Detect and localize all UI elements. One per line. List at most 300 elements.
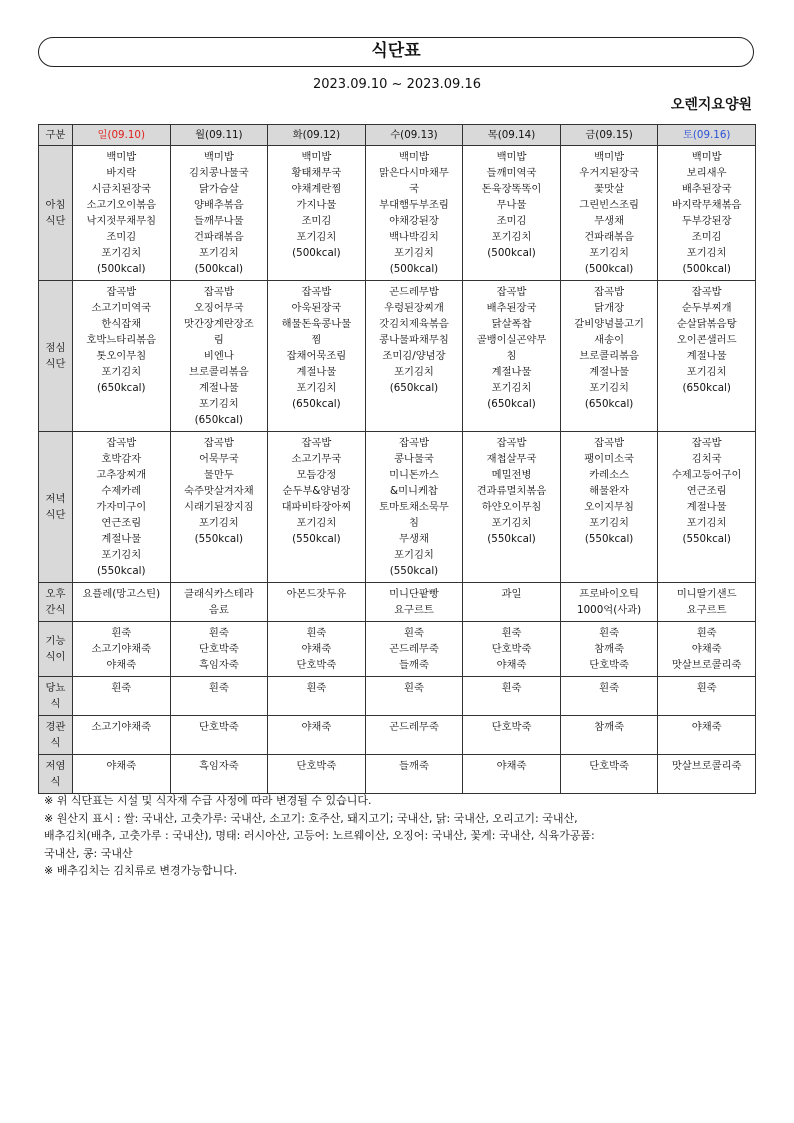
menu-item: 참깨죽 xyxy=(594,721,625,733)
menu-item: 림 xyxy=(213,334,224,346)
menu-item: 백미밥 xyxy=(399,151,429,163)
menu-item: (650kcal) xyxy=(682,382,731,394)
menu-item: 포기김치 xyxy=(394,247,434,259)
menu-item: 순살닭볶음탕 xyxy=(676,318,737,330)
menu-cell xyxy=(560,622,658,677)
menu-item: 흰죽 xyxy=(696,682,717,694)
menu-item: 야채죽 xyxy=(106,659,137,671)
menu-item: 팽이미소국 xyxy=(584,453,634,465)
menu-cell xyxy=(170,716,268,755)
menu-item: 단호박죽 xyxy=(296,760,337,772)
menu-row xyxy=(39,281,756,432)
menu-item: 야채죽 xyxy=(496,760,527,772)
meal-label xyxy=(39,677,73,716)
menu-item: 단호박죽 xyxy=(589,659,629,671)
menu-item: 단호박죽 xyxy=(198,643,239,655)
menu-cell xyxy=(73,146,171,281)
menu-item: 브로콜리볶음 xyxy=(579,350,639,362)
menu-item: 무나물 xyxy=(496,199,527,211)
menu-cell xyxy=(560,677,658,716)
menu-item: 흰죽 xyxy=(599,682,620,694)
menu-item: 침 xyxy=(408,517,419,529)
meal-label-line: 식단 xyxy=(45,509,66,521)
menu-item: 계절나물 xyxy=(101,533,142,545)
menu-row xyxy=(39,146,756,281)
menu-item: 계절나물 xyxy=(686,501,727,513)
menu-item: 김치콩나물국 xyxy=(189,167,249,179)
category-header: 구분 xyxy=(39,125,73,146)
menu-item: 오징어무국 xyxy=(193,302,244,314)
menu-item: 야채죽 xyxy=(301,721,332,733)
menu-item: (650kcal) xyxy=(584,398,634,410)
menu-item: 바지락무채볶음 xyxy=(671,199,742,211)
menu-item: 포기김치 xyxy=(198,517,239,529)
menu-item: (550kcal) xyxy=(584,533,634,545)
menu-item: &미니케찹 xyxy=(390,485,438,497)
menu-item: 순두부&양념장 xyxy=(282,485,351,497)
menu-item: 호박감자 xyxy=(101,453,142,465)
menu-cell xyxy=(73,281,171,432)
menu-item: 흰죽 xyxy=(599,627,620,639)
menu-item: 아몬드잣두유 xyxy=(286,588,347,600)
menu-item: 시래기된장지짐 xyxy=(184,501,254,513)
menu-item: 흰죽 xyxy=(404,682,424,694)
menu-item: 흰죽 xyxy=(501,627,522,639)
menu-item: 수제고등어구이 xyxy=(671,469,742,481)
menu-item: (500kcal) xyxy=(487,247,536,259)
menu-item: 과일 xyxy=(501,588,522,600)
menu-item: 들깨죽 xyxy=(399,760,429,772)
menu-item: (500kcal) xyxy=(292,247,341,259)
menu-item: (650kcal) xyxy=(292,398,341,410)
menu-item: 포기김치 xyxy=(491,382,532,394)
menu-item: 해물돈육콩나물 xyxy=(281,318,352,330)
menu-cell xyxy=(658,716,756,755)
menu-item: 소고기야채죽 xyxy=(91,643,152,655)
menu-item: 조미김 xyxy=(691,231,722,243)
menu-cell xyxy=(463,677,561,716)
menu-item: 모듬강정 xyxy=(296,469,337,481)
menu-item: (500kcal) xyxy=(389,263,439,275)
menu-row xyxy=(39,622,756,677)
menu-row xyxy=(39,677,756,716)
menu-item: 흰죽 xyxy=(404,627,424,639)
menu-item: 닭살폭찹 xyxy=(491,318,532,330)
menu-cell xyxy=(73,755,171,794)
menu-cell xyxy=(658,432,756,583)
menu-item: 계절나물 xyxy=(589,366,629,378)
menu-item: 건파래볶음 xyxy=(193,231,244,243)
menu-item: 계절나물 xyxy=(686,350,727,362)
menu-item: 단호박죽 xyxy=(589,760,629,772)
menu-item: 꽃맛살 xyxy=(594,183,625,195)
menu-item: 물만두 xyxy=(203,469,234,481)
menu-item: 프로바이오틱 xyxy=(579,588,639,600)
menu-cell xyxy=(463,146,561,281)
menu-item: 아욱된장국 xyxy=(291,302,342,314)
menu-item: 하얀오이무침 xyxy=(481,501,542,513)
menu-cell xyxy=(658,755,756,794)
menu-item: 그린빈스조림 xyxy=(579,199,639,211)
meal-label xyxy=(39,583,73,622)
menu-cell xyxy=(658,622,756,677)
menu-row xyxy=(39,432,756,583)
menu-item: 견과류멸치볶음 xyxy=(476,485,547,497)
menu-item: 맛살브로콜리죽 xyxy=(671,760,742,772)
menu-item: 잡곡밥 xyxy=(594,286,625,298)
menu-cell xyxy=(268,432,366,583)
menu-item: 잡곡밥 xyxy=(594,437,625,449)
menu-item: 황태채무국 xyxy=(291,167,342,179)
menu-item: 흰죽 xyxy=(208,682,229,694)
menu-item: 새송이 xyxy=(594,334,625,346)
menu-item: 부대햄두부조림 xyxy=(379,199,449,211)
meal-label xyxy=(39,281,73,432)
meal-label xyxy=(39,622,73,677)
menu-item: 백미밥 xyxy=(496,151,527,163)
menu-item: 소고기미역국 xyxy=(91,302,152,314)
menu-row xyxy=(39,716,756,755)
day-header: 일(09.10) xyxy=(73,125,171,146)
menu-item: 1000억(사과) xyxy=(577,604,642,616)
meal-label-line: 식 xyxy=(50,737,61,749)
menu-item: (500kcal) xyxy=(584,263,634,275)
meal-label xyxy=(39,755,73,794)
menu-item: 가지나물 xyxy=(296,199,337,211)
menu-cell xyxy=(560,716,658,755)
menu-item: 잡곡밥 xyxy=(691,437,722,449)
menu-item: 수제카레 xyxy=(101,485,142,497)
note-line: 배추김치(배추, 고춧가루 : 국내산), 명태: 러시아산, 고등어: 노르웨이산, 오징어: 국내산, 꽃게: 국내산, 식육가공품: xyxy=(44,829,595,842)
menu-item: 흰죽 xyxy=(111,682,132,694)
menu-item: 오이지무침 xyxy=(584,501,634,513)
menu-item: 야채강된장 xyxy=(389,215,439,227)
meal-label-line: 저녁 xyxy=(45,493,66,505)
menu-item: 포기김치 xyxy=(686,517,727,529)
menu-item: 계절나물 xyxy=(296,366,337,378)
menu-item: (550kcal) xyxy=(292,533,341,545)
menu-item: 미니딸기샌드 xyxy=(676,588,737,600)
menu-row xyxy=(39,755,756,794)
menu-item: 포기김치 xyxy=(296,517,337,529)
menu-item: 골뱅이실곤약무 xyxy=(476,334,547,346)
menu-item: 미니돈까스 xyxy=(389,469,439,481)
menu-item: 가자미구이 xyxy=(96,501,147,513)
menu-item: 곤드레무밥 xyxy=(389,286,439,298)
menu-cell xyxy=(365,755,463,794)
menu-item: 야채죽 xyxy=(496,659,527,671)
menu-item: 잡채어묵조림 xyxy=(286,350,347,362)
menu-cell xyxy=(560,146,658,281)
organization-name: 오렌지요양원 xyxy=(670,97,752,113)
menu-item: 흰죽 xyxy=(306,627,327,639)
menu-cell xyxy=(560,432,658,583)
menu-item: 포기김치 xyxy=(198,398,239,410)
menu-item: 오이콘샐러드 xyxy=(676,334,737,346)
menu-item: 양배추볶음 xyxy=(193,199,244,211)
menu-item: (650kcal) xyxy=(389,382,439,394)
menu-item: 야채죽 xyxy=(691,643,722,655)
menu-cell xyxy=(365,432,463,583)
menu-item: 한식잡채 xyxy=(101,318,142,330)
menu-item: 요플레(망고스틴) xyxy=(82,588,161,600)
menu-cell xyxy=(365,622,463,677)
menu-item: 맛간장계란장조 xyxy=(184,318,254,330)
meal-label-line: 기능 xyxy=(45,635,66,647)
menu-item: 포기김치 xyxy=(394,366,434,378)
menu-item: 김치국 xyxy=(691,453,722,465)
menu-cell xyxy=(268,583,366,622)
menu-item: 토마토채소묵무 xyxy=(379,501,449,513)
menu-item: 단호박죽 xyxy=(491,643,532,655)
menu-item: 참깨죽 xyxy=(594,643,625,655)
header-row xyxy=(39,125,756,146)
menu-item: 소고기오이볶음 xyxy=(86,199,157,211)
meal-label-line: 저염 xyxy=(45,760,66,772)
meal-label-line: 식 xyxy=(50,698,61,710)
menu-item: 소고기야채죽 xyxy=(91,721,152,733)
menu-item: 요구르트 xyxy=(686,604,727,616)
menu-item: 포기김치 xyxy=(491,517,532,529)
menu-item: 단호박죽 xyxy=(296,659,337,671)
menu-item: 무생채 xyxy=(399,533,429,545)
menu-item: 포기김치 xyxy=(589,247,629,259)
menu-item: 침 xyxy=(506,350,517,362)
menu-item: 포기김치 xyxy=(101,549,142,561)
menu-item: 조미김 xyxy=(106,231,137,243)
menu-cell xyxy=(170,146,268,281)
menu-item: 음료 xyxy=(208,604,229,616)
menu-cell xyxy=(170,432,268,583)
menu-cell xyxy=(170,677,268,716)
menu-cell xyxy=(658,583,756,622)
menu-cell xyxy=(268,677,366,716)
menu-cell xyxy=(463,622,561,677)
menu-item: 백미밥 xyxy=(691,151,722,163)
meal-label-line: 간식 xyxy=(45,604,66,616)
notes xyxy=(44,792,764,880)
menu-cell xyxy=(268,716,366,755)
menu-cell xyxy=(560,583,658,622)
menu-item: 닭가슴살 xyxy=(198,183,239,195)
menu-item: 잡곡밥 xyxy=(203,286,234,298)
menu-item: (650kcal) xyxy=(194,414,244,426)
menu-item: 무생채 xyxy=(594,215,625,227)
menu-item: 톳오이무침 xyxy=(96,350,147,362)
menu-cell xyxy=(170,755,268,794)
meal-label-line: 당뇨 xyxy=(45,682,66,694)
menu-item: 포기김치 xyxy=(101,247,142,259)
menu-item: 야채죽 xyxy=(301,643,332,655)
menu-cell xyxy=(170,622,268,677)
menu-item: 잡곡밥 xyxy=(301,437,332,449)
meal-label-line: 식단 xyxy=(45,358,66,370)
menu-item: 포기김치 xyxy=(296,231,337,243)
menu-item: 흰죽 xyxy=(208,627,229,639)
note-line: 국내산, 콩: 국내산 xyxy=(44,846,133,860)
menu-item: 백미밥 xyxy=(106,151,137,163)
menu-cell xyxy=(560,755,658,794)
menu-item: 곤드레무죽 xyxy=(389,643,439,655)
menu-item: 대파비타장아찌 xyxy=(281,501,352,513)
menu-cell xyxy=(170,583,268,622)
menu-cell xyxy=(365,281,463,432)
menu-cell xyxy=(268,146,366,281)
meal-label-line: 식 xyxy=(50,776,61,788)
menu-item: 백미밥 xyxy=(203,151,234,163)
menu-cell xyxy=(658,146,756,281)
period-range: 2023.09.10 ~ 2023.09.16 xyxy=(312,77,482,92)
menu-cell xyxy=(365,716,463,755)
menu-item: 잡곡밥 xyxy=(301,286,332,298)
menu-item: 들깨죽 xyxy=(399,659,429,671)
day-header: 목(09.14) xyxy=(463,125,561,146)
menu-item: 잡곡밥 xyxy=(106,437,137,449)
menu-item: 낙지젓무채무침 xyxy=(86,215,157,227)
menu-cell xyxy=(365,677,463,716)
menu-item: 맑은다시마채무 xyxy=(379,167,449,179)
menu-item: (550kcal) xyxy=(487,533,536,545)
menu-item: 메밀전병 xyxy=(491,469,532,481)
menu-item: 연근조림 xyxy=(686,485,727,497)
menu-item: 고추장찌개 xyxy=(96,469,147,481)
menu-item: 잡곡밥 xyxy=(496,286,527,298)
menu-item: (650kcal) xyxy=(97,382,146,394)
menu-item: 바지락 xyxy=(106,167,137,179)
meal-label-line: 아침 xyxy=(45,199,66,211)
menu-item: 포기김치 xyxy=(589,517,629,529)
meal-label-line: 경관 xyxy=(45,721,66,733)
menu-item: 흰죽 xyxy=(111,627,132,639)
menu-item: 잡곡밥 xyxy=(691,286,722,298)
menu-item: 잡곡밥 xyxy=(496,437,527,449)
day-header: 화(09.12) xyxy=(268,125,366,146)
menu-item: 조미김/양념장 xyxy=(382,350,446,362)
menu-item: 비엔나 xyxy=(203,350,234,362)
menu-cell xyxy=(73,716,171,755)
menu-item: 우거지된장국 xyxy=(579,167,639,179)
menu-cell xyxy=(658,677,756,716)
menu-item: 포기김치 xyxy=(589,382,629,394)
menu-item: 포기김치 xyxy=(491,231,532,243)
menu-item: 시금치된장국 xyxy=(91,183,152,195)
note-line: ※ 배추김치는 김치류로 변경가능합니다. xyxy=(44,864,238,877)
menu-item: 숙주맛살겨자채 xyxy=(184,485,254,497)
menu-item: (550kcal) xyxy=(682,533,731,545)
menu-item: 찜 xyxy=(311,334,322,346)
menu-item: 포기김치 xyxy=(686,366,727,378)
menu-cell xyxy=(365,583,463,622)
meal-label-line: 식단 xyxy=(45,215,66,227)
menu-item: 흰죽 xyxy=(306,682,327,694)
menu-item: 재첩살무국 xyxy=(486,453,537,465)
note-line: ※ 위 식단표는 시설 및 식자재 수급 사정에 따라 변경될 수 있습니다. xyxy=(44,794,372,807)
meal-label-line: 식이 xyxy=(45,651,66,663)
menu-item: 계절나물 xyxy=(198,382,239,394)
menu-cell xyxy=(463,755,561,794)
menu-item: 순두부찌개 xyxy=(681,302,732,314)
menu-cell xyxy=(463,716,561,755)
menu-item: 연근조림 xyxy=(101,517,142,529)
menu-item: 콩나물국 xyxy=(394,453,434,465)
menu-item: 야채죽 xyxy=(106,760,137,772)
menu-item: 포기김치 xyxy=(296,382,337,394)
menu-item: 맛살브로콜리죽 xyxy=(671,659,742,671)
menu-item: 돈육장똑똑이 xyxy=(481,183,542,195)
menu-item: 흰죽 xyxy=(501,682,522,694)
menu-item: 미니단팥빵 xyxy=(389,588,439,600)
menu-item: 잡곡밥 xyxy=(203,437,234,449)
menu-item: 보리새우 xyxy=(686,167,727,179)
menu-item: 갓김치제육볶음 xyxy=(379,318,449,330)
menu-item: 들깨미역국 xyxy=(486,167,537,179)
menu-item: 두부강된장 xyxy=(681,215,732,227)
menu-item: (500kcal) xyxy=(97,263,146,275)
menu-item: 우렁된장찌개 xyxy=(384,302,444,314)
day-header: 월(09.11) xyxy=(170,125,268,146)
menu-item: 흑임자죽 xyxy=(198,760,239,772)
meal-label xyxy=(39,146,73,281)
menu-item: 건파래볶음 xyxy=(584,231,634,243)
menu-item: 카레소스 xyxy=(589,469,629,481)
menu-item: 소고기무국 xyxy=(291,453,342,465)
menu-item: (650kcal) xyxy=(487,398,536,410)
menu-cell xyxy=(73,583,171,622)
menu-item: (500kcal) xyxy=(682,263,731,275)
menu-item: 야채죽 xyxy=(691,721,722,733)
menu-item: 갈비양념불고기 xyxy=(574,318,644,330)
menu-item: 단호박죽 xyxy=(491,721,532,733)
menu-item: 국 xyxy=(408,183,419,195)
menu-cell xyxy=(463,432,561,583)
menu-item: 포기김치 xyxy=(686,247,727,259)
meal-label xyxy=(39,432,73,583)
day-header: 수(09.13) xyxy=(365,125,463,146)
menu-item: 계절나물 xyxy=(491,366,532,378)
menu-item: 해물완자 xyxy=(589,485,629,497)
menu-item: (550kcal) xyxy=(389,565,439,577)
menu-cell xyxy=(365,146,463,281)
menu-item: 백미밥 xyxy=(301,151,332,163)
meal-label-line: 오후 xyxy=(45,588,66,600)
menu-item: (500kcal) xyxy=(194,263,244,275)
menu-item: 콩나물파채무침 xyxy=(379,334,449,346)
menu-item: 잡곡밥 xyxy=(106,286,137,298)
menu-item: 단호박죽 xyxy=(198,721,239,733)
menu-item: 잡곡밥 xyxy=(399,437,429,449)
menu-item: 어묵무국 xyxy=(198,453,239,465)
menu-item: 들깨무나물 xyxy=(193,215,244,227)
menu-item: 요구르트 xyxy=(394,604,434,616)
menu-item: 백나박김치 xyxy=(389,231,439,243)
menu-cell xyxy=(463,281,561,432)
menu-item: 배추된장국 xyxy=(486,302,537,314)
menu-item: 포기김치 xyxy=(101,366,142,378)
menu-item: 흰죽 xyxy=(696,627,717,639)
menu-cell xyxy=(170,281,268,432)
note-line: ※ 원산지 표시 : 쌀: 국내산, 고춧가루: 국내산, 소고기: 호주산, 돼지고기; 국내산, 닭: 국내산, 오리고기: 국내산, xyxy=(44,811,578,825)
menu-item: (550kcal) xyxy=(194,533,244,545)
menu-item: 백미밥 xyxy=(594,151,625,163)
menu-cell xyxy=(268,281,366,432)
menu-cell xyxy=(463,583,561,622)
meal-label-line: 점심 xyxy=(45,342,66,354)
menu-item: 포기김치 xyxy=(394,549,434,561)
menu-item: 조미김 xyxy=(301,215,332,227)
menu-cell xyxy=(73,677,171,716)
menu-item: 배추된장국 xyxy=(681,183,732,195)
menu-body xyxy=(39,146,756,794)
